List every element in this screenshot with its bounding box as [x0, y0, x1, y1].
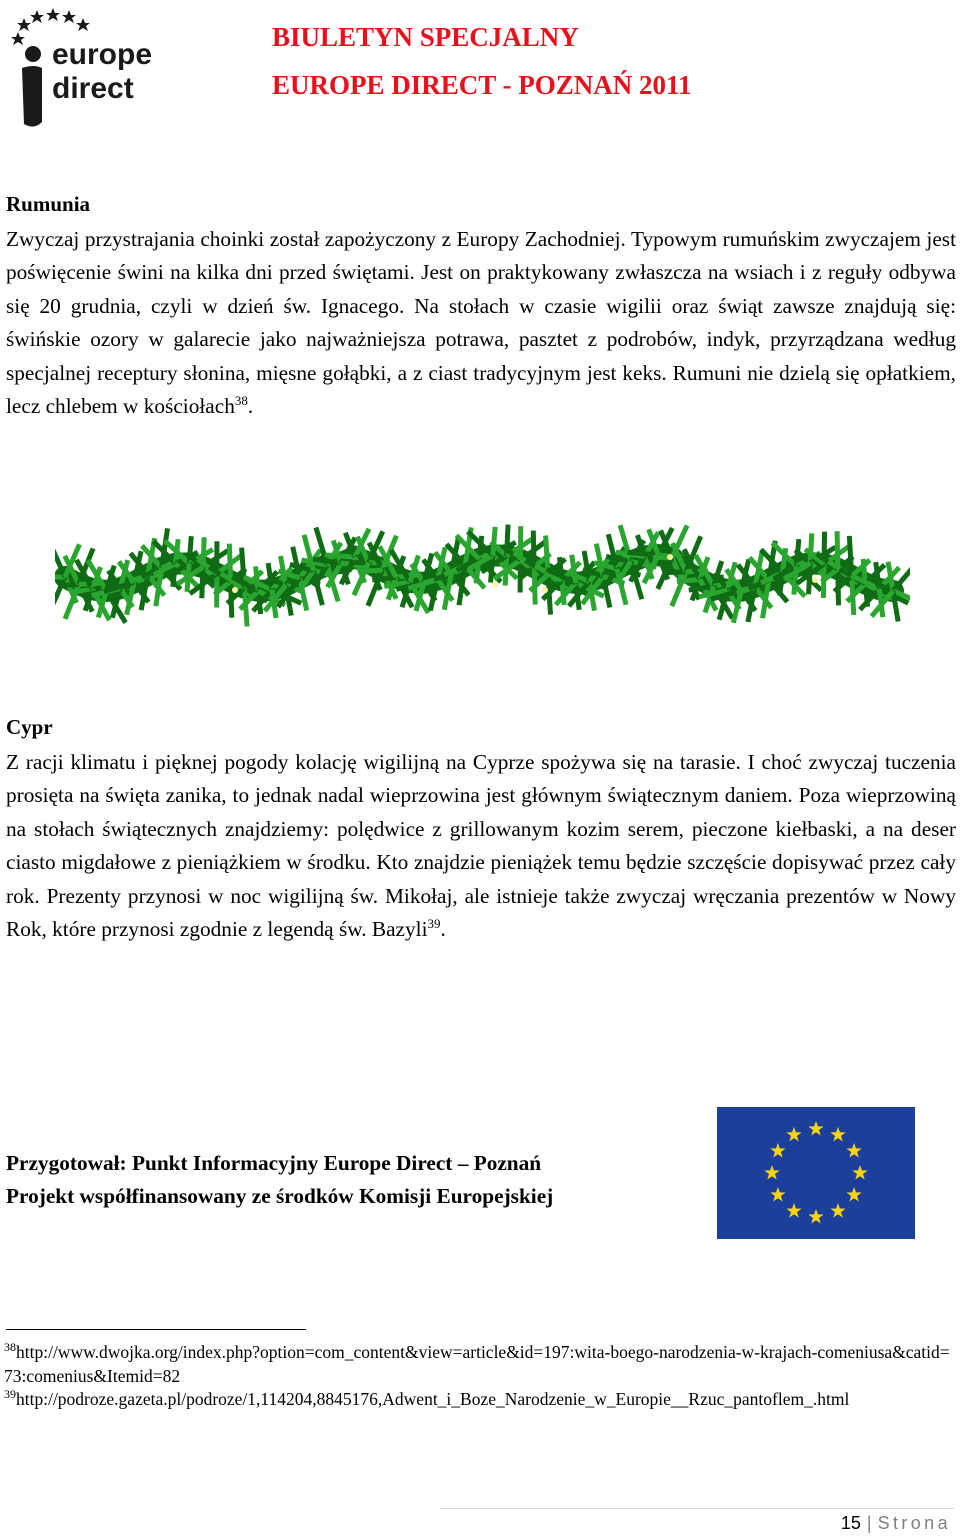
footnote-separator: [6, 1329, 306, 1330]
footnote-38: [4, 1341, 954, 1388]
footnote-ref-38[interactable]: 38: [234, 392, 248, 408]
bulletin-title: BIULETYN SPECJALNY: [272, 22, 579, 52]
section-heading-rumunia: Rumunia: [6, 192, 91, 216]
page-footer: [841, 1513, 951, 1534]
paragraph-text: Zwyczaj przystrajania choinki został zapożyczony z Europy Zachodniej. Typowym rumuńskim zwyczajem jest poświęcenie świni na kilka dni przed świętami. Jest on praktykowany zwłaszcza na wsiach i z reguły odbywa się 20 grudnia, czyli w dzień św. Ignacego. Na stołach w czasie wigilii oraz świąt zawsze znajdują się: świńskie ozory w galarecie jako najważniejsza potrawa, pasztet z podrobów, indyk, przyrządzana według specjalnej receptury słonina, mięsne gołąbki, a z ciast tradycyjnym jest keks. Rumuni nie dzielą się opłatkiem, lecz chlebem w kościołach: [6, 227, 956, 419]
section-text-rumunia: [6, 223, 956, 423]
svg-text:europe: europe: [52, 38, 153, 71]
footnote-number: 38: [4, 1340, 16, 1355]
footnote-ref-39[interactable]: 39: [427, 915, 441, 931]
cofinanced-line: Projekt współfinansowany ze środków Komisji Europejskiej: [6, 1184, 554, 1208]
paragraph-tail: .: [440, 917, 446, 942]
page-label: Strona: [877, 1513, 951, 1533]
europe-direct-logo: [8, 4, 153, 132]
page-number: 15: [840, 1513, 861, 1533]
section-text-cypr: [6, 746, 956, 946]
christmas-garland-image: [55, 515, 910, 650]
footer-divider: [440, 1508, 954, 1509]
footnote-39: [4, 1388, 954, 1412]
footnote-number: 39: [4, 1387, 16, 1402]
svg-text:direct: direct: [52, 72, 134, 105]
section-heading-cypr: Cypr: [6, 715, 53, 739]
bulletin-subtitle: EUROPE DIRECT - POZNAŃ 2011: [272, 70, 692, 100]
footnote-link[interactable]: http://podroze.gazeta.pl/podroze/1,114204,8845176,Adwent_i_Boze_Narodzenie_w_Europie__Rzuc_pantoflem_.html: [16, 1389, 850, 1409]
paragraph-tail: .: [247, 394, 254, 419]
page-separator: |: [866, 1513, 872, 1533]
eu-flag-icon: [717, 1107, 915, 1239]
paragraph-text: Z racji klimatu i pięknej pogody kolację wigilijną na Cyprze spożywa się na tarasie. I choć zwyczaj tuczenia prosięta na święta zanika, to jednak nadal wieprzowina jest głównym świątecznym daniem. Poza wieprzowiną na stołach świątecznych znajdziemy: polędwice z grillowanym kozim serem, pieczone kiełbaski, a na deser ciasto migdałowe z pieniążkiem w środku. Kto znajdzie pieniążek temu będzie szczęście dopisywać przez cały rok. Prezenty przynosi w noc wigilijną św. Mikołaj, ale istnieje także zwyczaj wręczania prezentów w Nowy Rok, które przynosi zgodnie z legendą św. Bazyli: [6, 750, 956, 942]
prepared-by-line: Przygotował: Punkt Informacyjny Europe Direct – Poznań: [6, 1151, 542, 1175]
footnote-link[interactable]: http://www.dwojka.org/index.php?option=com_content&view=article&id=197:wita-boego-narodzenia-w-krajach-comeniusa&catid=73:comenius&Itemid=82: [4, 1342, 950, 1386]
